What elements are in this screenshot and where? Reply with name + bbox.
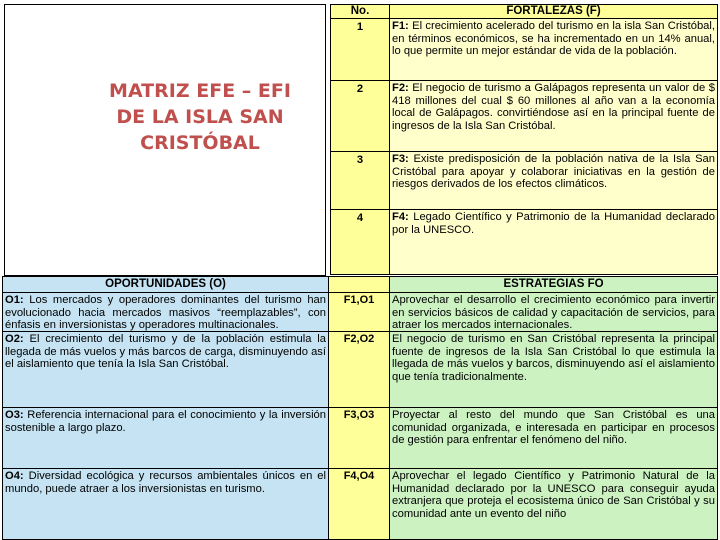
- oportunidad-description: El crecimiento del turismo y de la población estimula la llegada de más vuelos y más barcos de carga, disminuyendo así el aislamiento que tenía la Isla San Cristóbal.: [5, 333, 326, 371]
- estrategia-code: F2,O2: [328, 331, 390, 408]
- fortaleza-text: [389, 151, 718, 210]
- oportunidad-description: Diversidad ecológica y recursos ambientales únicos en el mundo, puede atraer a los inversionistas en turismo.: [5, 470, 326, 495]
- oportunidad-description: Los mercados y operadores dominantes del turismo han evolucionado hacia mercados masivos “reemplazables”, con énfasis en inversionistas y operadores multinacionales.: [5, 294, 326, 332]
- estrategia-text: Proyectar al resto del mundo que San Cristóbal es una comunidad organizada, e interesada en participar en procesos de gestión para enfrentar el fenómeno del niño.: [389, 407, 718, 469]
- fortaleza-text: [389, 18, 718, 81]
- oportunidad-code: O2:: [5, 333, 24, 345]
- fortaleza-description: El negocio de turismo a Galápagos representa un valor de $ 418 millones del cual $ 60 millones al año van a la economía local de Galápagos. convirtiéndose así en la principal fuente de ingresos de la Isla San Cristóbal.: [392, 82, 715, 133]
- estrategias-header: ESTRATEGIAS FO: [389, 276, 718, 293]
- fortaleza-number: 1: [330, 18, 390, 81]
- oportunidad-text: [2, 331, 329, 408]
- no-header: No.: [330, 4, 390, 19]
- fortaleza-number: 4: [330, 209, 390, 275]
- page-title: [100, 78, 300, 156]
- fortaleza-description: El crecimiento acelerado del turismo en la isla San Cristóbal, en términos económicos, se ha incrementado en un 14% anual, lo que permite un mejor estándar de vida de la población.: [392, 20, 715, 58]
- oportunidad-code: O1:: [5, 294, 24, 306]
- oportunidad-text: [2, 407, 329, 469]
- estrategia-text: Aprovechar el desarrollo el crecimiento económico para invertir en servicios básicos de calidad y capacitación de servicios, para atraer los mercados internacionales.: [389, 292, 718, 352]
- title-line-2: DE LA ISLA SAN: [116, 106, 284, 128]
- fortalezas-header: FORTALEZAS (F): [389, 4, 718, 19]
- estrategia-text: Aprovechar el legado Científico y Patrimonio Natural de la Humanidad declarado por la UNESCO para conseguir ayuda extranjera que proteja el ecosistema único de San Cristóbal y su comunidad ante un evento del niño: [389, 468, 718, 540]
- fortaleza-code: F1:: [392, 20, 409, 32]
- fortaleza-code: F4:: [392, 211, 409, 223]
- title-line-3: CRISTÓBAL: [140, 132, 260, 154]
- estrategia-text: El negocio de turismo en San Cristóbal representa la principal fuente de ingresos de la Isla San Cristóbal lo que estimula la llegada de más vuelos y barcos, disminuyendo así el aislamiento que tenía tradicionalmente.: [389, 331, 718, 408]
- fortaleza-description: Existe predisposición de la población nativa de la Isla San Cristóbal para apoyar y colaborar iniciativas en la gestión de riesgos derivados de los efectos climáticos.: [392, 153, 715, 191]
- oportunidades-header: OPORTUNIDADES (O): [2, 276, 329, 293]
- fortaleza-code: F3:: [392, 153, 409, 165]
- fortaleza-code: F2:: [392, 82, 409, 94]
- oportunidad-code: O4:: [5, 470, 24, 482]
- estrategia-code: F4,O4: [328, 468, 390, 540]
- title-line-1: MATRIZ EFE – EFI: [109, 80, 291, 102]
- header-spacer: [328, 276, 390, 293]
- fortaleza-number: 3: [330, 151, 390, 210]
- fortaleza-text: [389, 80, 718, 152]
- estrategia-code: F3,O3: [328, 407, 390, 469]
- fortaleza-number: 2: [330, 80, 390, 152]
- oportunidad-text: [2, 468, 329, 540]
- fortaleza-text: [389, 209, 718, 275]
- fortaleza-description: Legado Científico y Patrimonio de la Humanidad declarado por la UNESCO.: [392, 211, 715, 236]
- oportunidad-code: O3:: [5, 409, 24, 421]
- estrategia-code: F1,O1: [328, 292, 390, 352]
- oportunidad-description: Referencia internacional para el conocimiento y la inversión sostenible a largo plazo.: [5, 409, 326, 434]
